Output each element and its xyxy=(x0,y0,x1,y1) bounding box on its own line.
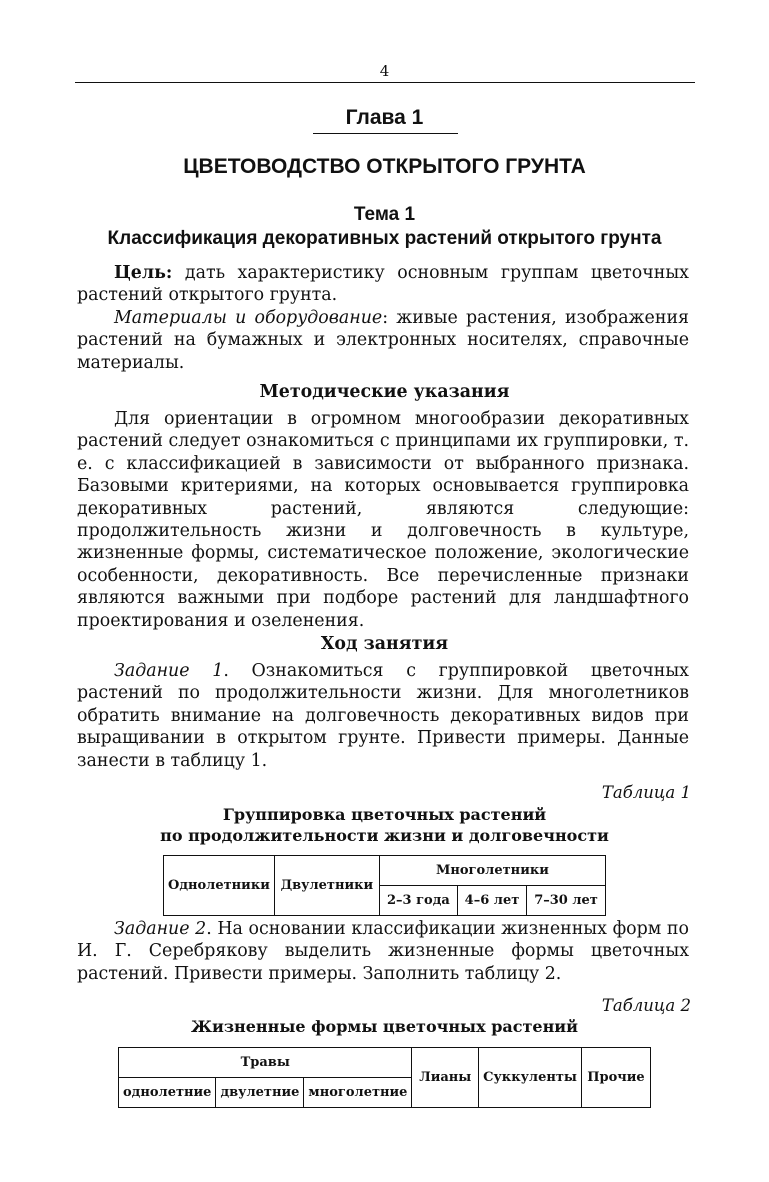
table1-subcol: 2–3 года xyxy=(379,886,457,916)
topic-number: Тема 1 xyxy=(353,204,416,225)
table2-label: Таблица 2 xyxy=(601,996,691,1015)
task2-text: . На основании классификации жизненных форм по И. Г. Серебрякову выделить жизненные формы цветочных растений. Привести примеры. Заполнить таблицу 2. xyxy=(77,919,689,984)
topic-title: Классификация декоративных растений открытого грунта xyxy=(107,228,662,249)
table2-subcol: двулетние xyxy=(216,1078,304,1108)
materials-label: Материалы и оборудование xyxy=(114,307,383,328)
page-number: 4 xyxy=(379,62,390,80)
table2-col-herbs: Травы xyxy=(119,1048,412,1078)
table2-subcol: однолетние xyxy=(119,1078,216,1108)
table2-col-other: Прочие xyxy=(581,1048,650,1108)
task2-label: Задание 2 xyxy=(114,919,207,939)
task1-label: Задание 1 xyxy=(114,661,224,681)
header-rule xyxy=(75,82,695,83)
task1-line xyxy=(77,660,689,772)
table1-header-row xyxy=(164,856,606,886)
table1 xyxy=(163,855,606,916)
materials-text: : живые растения, изображения растений на бумажных и электронных носителях, справочные материалы. xyxy=(77,307,690,373)
task2-line xyxy=(77,918,689,985)
table2-col-lianas: Лианы xyxy=(412,1048,479,1108)
method-heading: Методические указания xyxy=(259,382,510,402)
table2-col-succulents: Суккуленты xyxy=(479,1048,582,1108)
chapter-title: Глава 1 xyxy=(345,106,424,129)
goal-text: дать характеристику основным группам цветочных растений открытого грунта. xyxy=(77,263,689,306)
table1-label: Таблица 1 xyxy=(601,783,691,802)
task1-text: . Ознакомиться с группировкой цветочных растений по продолжительности жизни. Для многолетников обратить внимание на долговечность декоративных видов при выращивании в открытом грунте. Привести примеры. Данные занести в таблицу 1. xyxy=(77,661,689,771)
table1-subcol: 7–30 лет xyxy=(527,886,606,916)
method-text: Для ориентации в огромном многообразии декоративных растений следует ознакомиться с принципами их группировки, т. е. с классификацией в зависимости от выбранного признака. Базовыми критериями, на которых основывается группировка декоративных растений, являются следующие: продолжительность жизни и долговечность в культуре, жизненные формы, систематическое положение, экологические особенности, декоративность. Все перечисленные признаки являются важными при подборе растений для ландшафтного проектирования и озеленения. xyxy=(77,409,689,631)
table1-col-annual: Однолетники xyxy=(164,856,275,916)
task1-paragraph xyxy=(77,660,689,772)
task2-paragraph xyxy=(77,918,689,985)
section-title: ЦВЕТОВОДСТВО ОТКРЫТОГО ГРУНТА xyxy=(183,155,586,178)
goal-label: Цель: xyxy=(114,263,173,283)
table1-col-biennial: Двулетники xyxy=(274,856,379,916)
table1-title-line1: Группировка цветочных растений xyxy=(222,805,547,824)
materials-line xyxy=(77,307,689,374)
table2-title: Жизненные формы цветочных растений xyxy=(190,1017,579,1036)
goal-line xyxy=(77,262,689,307)
table1-col-perennial: Многолетники xyxy=(379,856,605,886)
table2-header-row xyxy=(119,1048,651,1078)
table1-subcol: 4–6 лет xyxy=(457,886,526,916)
table2-subcol: многолетние xyxy=(304,1078,412,1108)
goal-paragraph xyxy=(77,262,689,374)
chapter-underline xyxy=(313,133,458,134)
progress-heading: Ход занятия xyxy=(320,634,449,654)
method-paragraph xyxy=(77,408,689,632)
table1-title-line2: по продолжительности жизни и долговечности xyxy=(160,826,609,845)
table2 xyxy=(118,1047,651,1108)
